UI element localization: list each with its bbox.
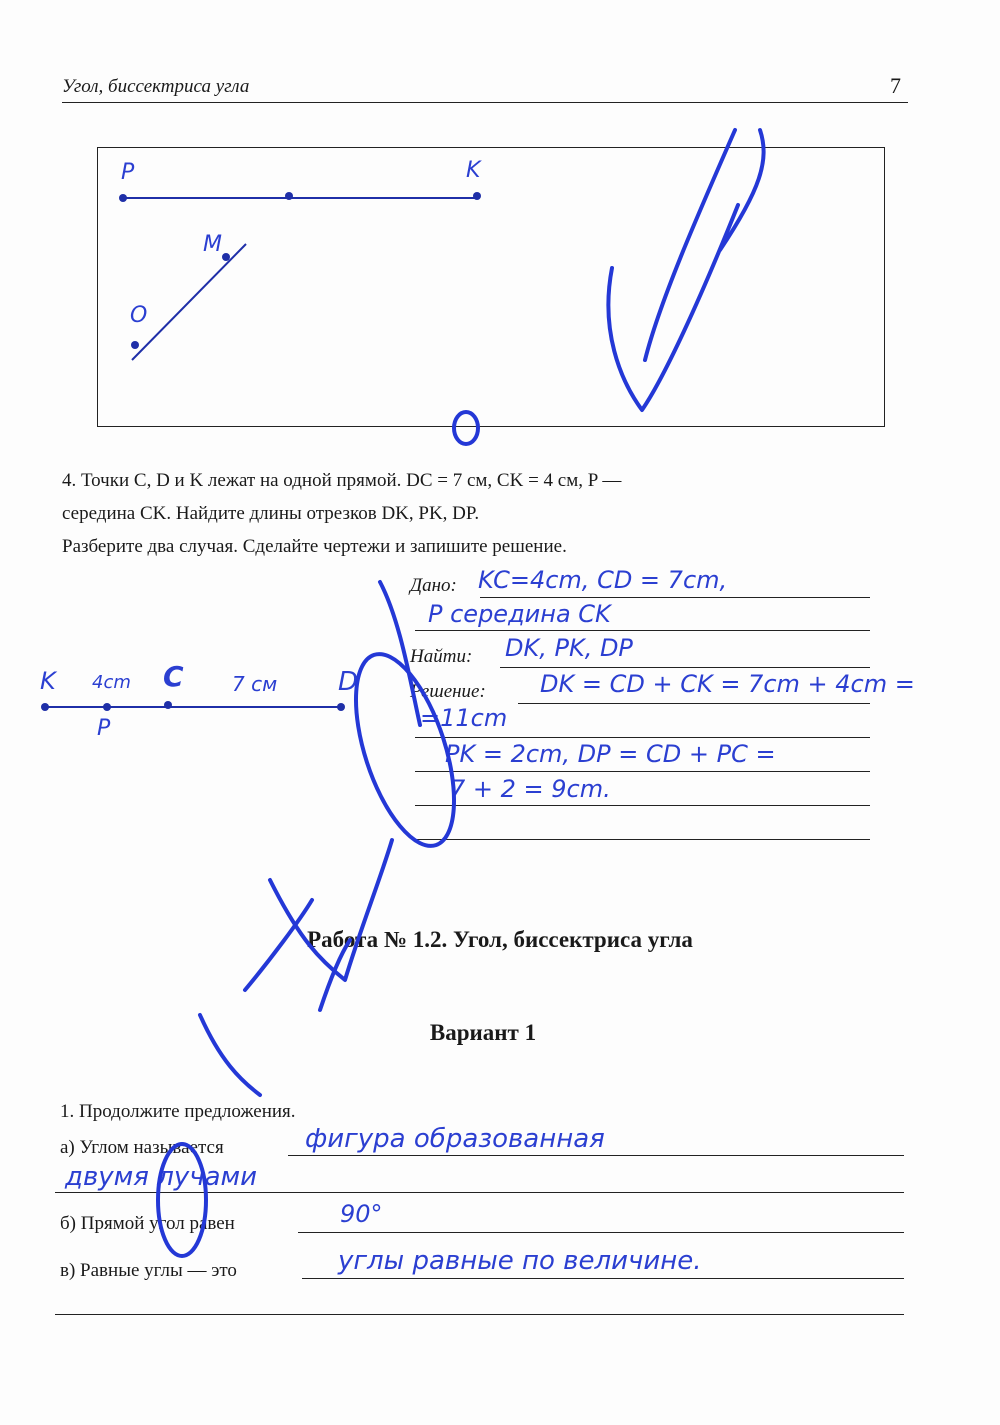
q1-title: 1. Продолжите предложения. [60, 1101, 296, 1122]
solution-line-4: 7 + 2 = 9cm. [450, 775, 611, 803]
seg-length-cd: 7 см [232, 672, 278, 696]
label-p: P [121, 160, 135, 185]
solution-label: Решение: [410, 681, 486, 702]
label-o: O [130, 303, 148, 328]
find-answer: DK, PK, DP [505, 634, 633, 662]
seg-length-kc: 4cm [92, 672, 131, 693]
task4-line1: 4. Точки C, D и K лежат на одной прямой. DC = 7 см, CK = 4 см, P — [62, 470, 622, 491]
running-header-title: Угол, биссектриса угла [62, 76, 250, 97]
seg-label-c: C [163, 660, 184, 693]
solution-line-2: =11cm [420, 704, 508, 732]
q1-b-label: б) Прямой угол равен [60, 1213, 235, 1234]
given-answer-1: KC=4cm, CD = 7cm, [478, 566, 728, 594]
section-title: Работа № 1.2. Угол, биссектриса угла [307, 927, 693, 952]
task4-line2: середина CK. Найдите длины отрезков DK, PK, DP. [62, 503, 480, 524]
label-m: M [203, 232, 222, 257]
given-label: Дано: [410, 575, 457, 596]
label-k: K [466, 158, 481, 183]
solution-line-1: DK = CD + CK = 7cm + 4cm = [540, 670, 915, 698]
find-label: Найти: [410, 646, 473, 667]
given-answer-2: P середина CK [428, 600, 611, 628]
q1-a-answer-1: фигура образованная [305, 1124, 605, 1154]
q1-c-label: в) Равные углы — это [60, 1260, 237, 1281]
q1-a-label: а) Углом называется [60, 1137, 224, 1158]
seg-label-k: K [40, 667, 56, 695]
seg-label-p: P [97, 716, 111, 741]
solution-line-3: PK = 2cm, DP = CD + PC = [445, 740, 776, 768]
variant-title: Вариант 1 [429, 1020, 537, 1045]
q1-c-answer: углы равные по величине. [338, 1246, 702, 1276]
page-number: 7 [890, 73, 901, 98]
q1-a-answer-2: двумя лучами [65, 1162, 258, 1192]
task4-line3: Разберите два случая. Сделайте чертежи и запишите решение. [62, 536, 567, 557]
seg-label-d: D [338, 667, 359, 697]
q1-b-answer: 90° [340, 1200, 383, 1228]
